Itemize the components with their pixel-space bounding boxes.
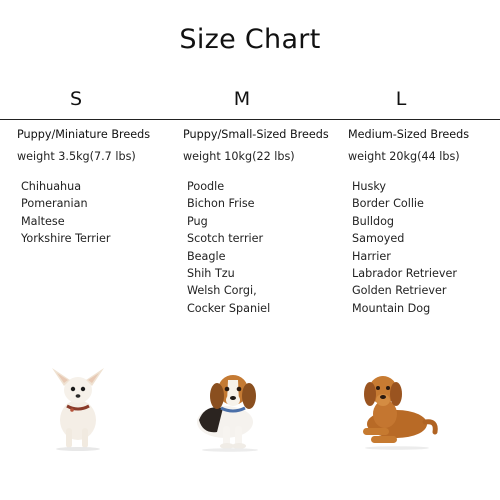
- column-weight: weight 10kg(22 lbs): [183, 150, 295, 163]
- breed-list: [17, 178, 150, 248]
- breed-item: Poodle: [187, 180, 225, 193]
- size-label-s: S: [69, 88, 83, 110]
- breed-item: Samoyed: [352, 232, 405, 246]
- header-divider: [0, 119, 500, 120]
- breed-item: Maltese: [21, 214, 65, 228]
- size-label-m: M: [233, 88, 251, 110]
- golden-retriever-image: [345, 362, 440, 452]
- beagle-image: [183, 362, 278, 452]
- size-label-l: L: [395, 88, 407, 110]
- breed-item: Yorkshire Terrier: [21, 232, 111, 246]
- breed-item: Beagle: [187, 249, 226, 263]
- breed-item: Shih Tzu: [187, 267, 235, 281]
- column-heading: Medium-Sized Breeds: [348, 128, 470, 141]
- chihuahua-image: [28, 362, 123, 452]
- column-weight: weight 3.5kg(7.7 lbs): [17, 150, 136, 163]
- column-large: [348, 126, 469, 317]
- breed-item: Labrador Retriever: [352, 267, 457, 281]
- breed-item: Mountain Dog: [352, 301, 431, 315]
- column-heading: Puppy/Small-Sized Breeds: [183, 128, 329, 141]
- breed-item: Bichon Frise: [187, 197, 255, 211]
- breed-list: [183, 178, 329, 317]
- breed-list: [348, 178, 469, 317]
- column-small: [17, 126, 150, 248]
- breed-item: Husky: [352, 180, 387, 193]
- breed-item: Pomeranian: [21, 197, 88, 211]
- column-medium: [183, 126, 329, 317]
- breed-item: Cocker Spaniel: [187, 301, 271, 315]
- breed-item: Pug: [187, 214, 208, 228]
- breed-item: Bulldog: [352, 214, 395, 228]
- column-heading: Puppy/Miniature Breeds: [17, 128, 151, 141]
- breed-item: Welsh Corgi,: [187, 284, 257, 298]
- size-chart-title: Size Chart: [179, 24, 321, 55]
- breed-item: Golden Retriever: [352, 284, 447, 298]
- breed-item: Chihuahua: [21, 180, 82, 193]
- breed-item: Border Collie: [352, 197, 424, 211]
- column-weight: weight 20kg(44 lbs): [348, 150, 460, 163]
- breed-item: Harrier: [352, 249, 391, 263]
- breed-item: Scotch terrier: [187, 232, 264, 246]
